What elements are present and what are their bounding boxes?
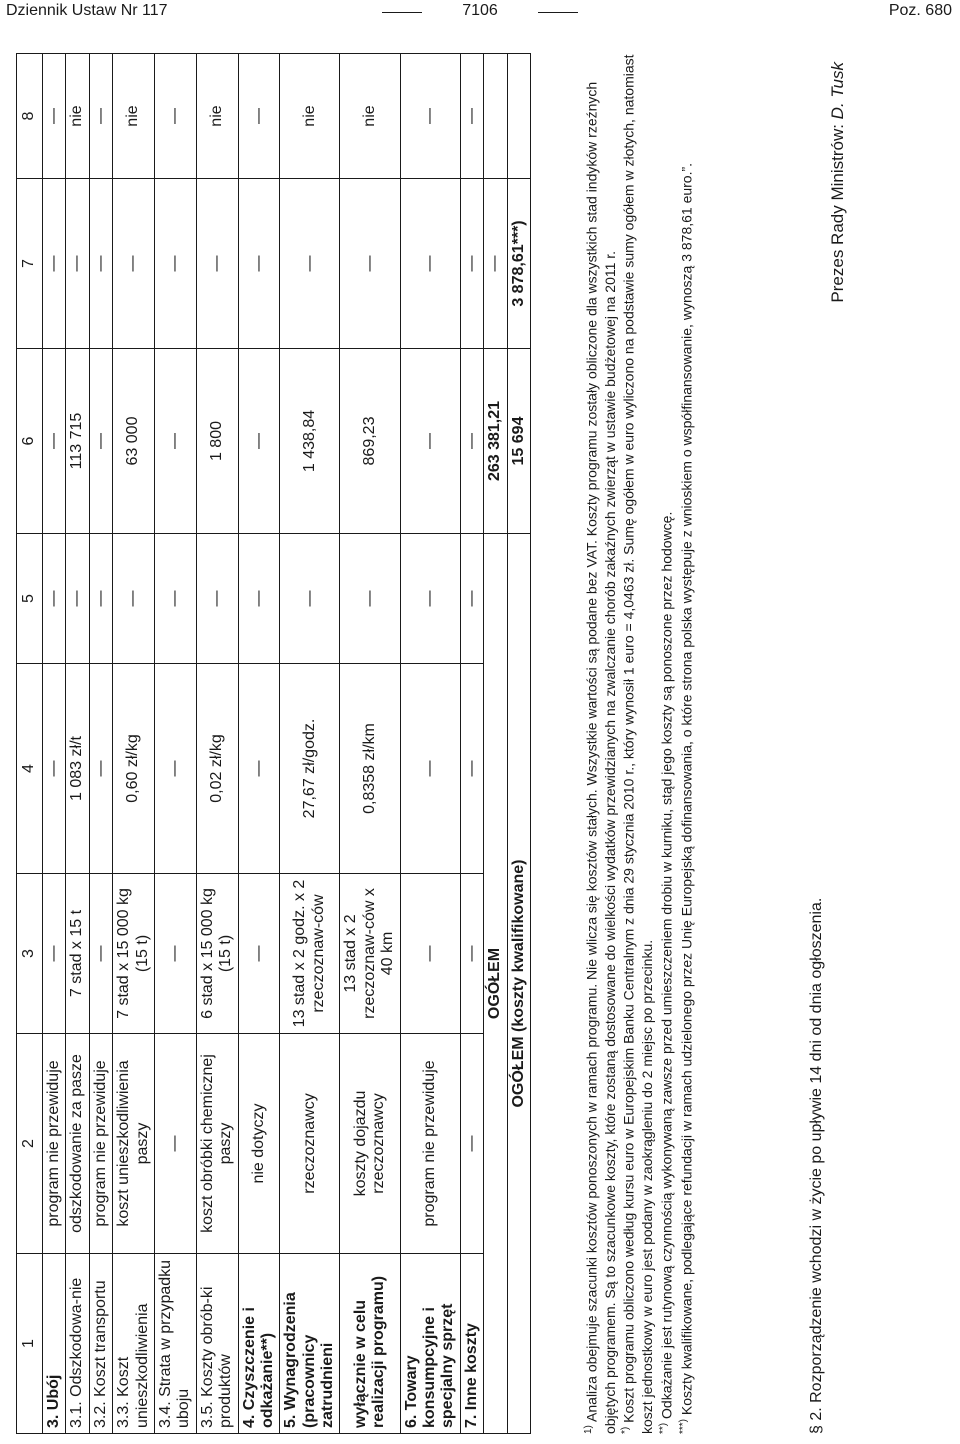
cell: — [154, 534, 196, 664]
cell: — [113, 179, 155, 349]
cell: 1 438,84 [280, 349, 340, 534]
cell: — [340, 534, 400, 664]
cell: — [89, 664, 112, 874]
cell: — [154, 54, 196, 179]
cell: — [460, 874, 483, 1034]
cell: 7 stad x 15 000 kg (15 t) [113, 874, 155, 1034]
cell: — [196, 534, 238, 664]
cell: 3. Ubój [43, 1254, 66, 1434]
table-row [43, 54, 66, 1434]
total-value-eur: — [484, 179, 507, 349]
page-number: 7106 [430, 2, 530, 20]
cell: — [43, 874, 66, 1034]
cell: — [89, 874, 112, 1034]
cell: — [460, 1034, 483, 1254]
cell: — [89, 349, 112, 534]
cell: nie [113, 54, 155, 179]
total-qualified-label: OGÓŁEM (koszty kwalifikowane) [507, 534, 530, 1434]
cell: program nie przewiduje [400, 1034, 460, 1254]
cell: 63 000 [113, 349, 155, 534]
col-number: 4 [17, 664, 43, 874]
cell: nie [280, 54, 340, 179]
cell: 1 083 zł/t [66, 664, 89, 874]
table-row [196, 54, 238, 1434]
cell: nie [66, 54, 89, 179]
cell [484, 54, 507, 179]
footnote-3: **) Odkażanie jest rutynową czynnością wykonywaną zawsze przed umieszczeniem drobiu w kurniku, stąd jego koszty są ponoszone przez hodowcę. [657, 511, 675, 1434]
footnotes [583, 54, 697, 1434]
cell: — [154, 874, 196, 1034]
cell: 13 stad x 2 rzeczoznaw-ców x 40 km [340, 874, 400, 1034]
footnote-4: ***) Koszty kwalifikowane, podlegające refundacji w ramach udzielonego przez Unię Europejską dofinansowania, o które strona polska występuje z wnioskiem o współfinansowanie, wynoszą 3 878,61 euro.”. [677, 162, 695, 1434]
table-row [89, 54, 112, 1434]
cost-table [16, 53, 531, 1434]
table-row [154, 54, 196, 1434]
cell: — [89, 54, 112, 179]
cell: — [238, 664, 280, 874]
cell: nie [196, 54, 238, 179]
table-row [460, 54, 483, 1434]
cell: — [400, 664, 460, 874]
rotated-content [0, 40, 960, 1444]
cell: 6 stad x 15 000 kg (15 t) [196, 874, 238, 1034]
total-value: 263 381,21 [484, 349, 507, 534]
cell: — [400, 874, 460, 1034]
cell: — [43, 349, 66, 534]
table-row [66, 54, 89, 1434]
cell: 1 800 [196, 349, 238, 534]
total-qualified-row [507, 54, 530, 1434]
col-number: 6 [17, 349, 43, 534]
cell: — [89, 179, 112, 349]
total-qualified-value-eur: 3 878,61***) [507, 179, 530, 349]
journal-title: Dziennik Ustaw Nr 117 [6, 2, 168, 19]
cell: — [460, 534, 483, 664]
cell: — [66, 179, 89, 349]
col-number: 3 [17, 874, 43, 1034]
cell: — [238, 349, 280, 534]
paragraph-2: § 2. Rozporządzenie wchodzi w życie po upływie 14 dni od dnia ogłoszenia. [808, 897, 825, 1434]
cell: — [400, 534, 460, 664]
column-number-row [17, 54, 43, 1434]
cell: 7 stad x 15 t [66, 874, 89, 1034]
cell: — [43, 664, 66, 874]
col-number: 8 [17, 54, 43, 179]
cell: program nie przewiduje [43, 1034, 66, 1254]
col-number: 5 [17, 534, 43, 664]
cell: koszt obróbki chemicznej paszy [196, 1034, 238, 1254]
col-number: 7 [17, 179, 43, 349]
table-row [280, 54, 340, 1434]
cell: — [154, 179, 196, 349]
running-header [0, 0, 960, 24]
table-row [238, 54, 280, 1434]
cell: koszty dojazdu rzeczoznawcy [340, 1034, 400, 1254]
cell: 3.1. Odszkodowa-nie [66, 1254, 89, 1434]
cell: — [400, 179, 460, 349]
footnote-1: $^{1)}$ Analiza obejmuje szacunki kosztów ponoszonych w ramach programu. Nie wlicza się kosztów stałych. Wszystkie wartości są podane bez VAT. Koszty programu zostały obliczone dla wszystkich stad indyków rzeźnych objętych programem. Są to szacunkowe koszty, które zostaną dostosowane do wielkości wydatków przewidzianych na zwalczanie chorób zakaźnych zwierząt w ustawie budżetowej na 2011 r. [583, 81, 618, 1434]
cell: 3.2. Koszt transportu [89, 1254, 112, 1434]
cell: — [238, 874, 280, 1034]
cell: 3.4. Strata w przypadku uboju [154, 1254, 196, 1434]
cell: — [66, 534, 89, 664]
cell: rzeczoznawcy [280, 1034, 340, 1254]
cell: 0,02 zł/kg [196, 664, 238, 874]
cell: 27,67 zł/godz. [280, 664, 340, 874]
cell: — [238, 179, 280, 349]
cell: 0,60 zł/kg [113, 664, 155, 874]
position-number: Poz. 680 [888, 2, 952, 19]
footnote-2: *) Koszt programu obliczono według kursu euro w Europejskim Banku Centralnym z dnia 29 stycznia 2010 r., który wynosił 1 euro = 4,0463 zł. Sumę ogółem w euro wyliczono na podstawie sumy ogółem w złotych, natomiast koszt jednostkowy w euro jest podany w zaokrągleniu do 2 miejsc po przecinku. [620, 54, 656, 1434]
cell: — [280, 179, 340, 349]
cell: 3.3. Koszt unieszkodliwienia [113, 1254, 155, 1434]
cell: — [340, 179, 400, 349]
cell: — [238, 54, 280, 179]
cell: 3.5. Koszty obrób-ki produktów [196, 1254, 238, 1434]
cell: nie dotyczy [238, 1034, 280, 1254]
cell: — [400, 349, 460, 534]
cell: program nie przewiduje [89, 1034, 112, 1254]
cell: 6. Towary konsumpcyjne i specjalny sprzęt [400, 1254, 460, 1434]
cell: — [196, 179, 238, 349]
table-row [400, 54, 460, 1434]
cell: nie [340, 54, 400, 179]
cell: 113 715 [66, 349, 89, 534]
cell: — [460, 664, 483, 874]
total-row [484, 54, 507, 1434]
cell [507, 54, 530, 179]
cell: — [154, 349, 196, 534]
cell: — [154, 1034, 196, 1254]
cell: — [460, 179, 483, 349]
cell: — [43, 534, 66, 664]
signature-name: D. Tusk [828, 62, 847, 120]
cell: — [43, 179, 66, 349]
total-qualified-value: 15 694 [507, 349, 530, 534]
cell: — [154, 664, 196, 874]
cell: — [460, 349, 483, 534]
cell: — [460, 54, 483, 179]
cell: 7. Inne koszty [460, 1254, 483, 1434]
cell: 13 stad x 2 godz. x 2 rzeczoznaw-ców [280, 874, 340, 1034]
cell: odszkodowanie za pasze [66, 1034, 89, 1254]
col-number: 1 [17, 1254, 43, 1434]
cell: koszt unieszkodliwienia paszy [113, 1034, 155, 1254]
cell: — [238, 534, 280, 664]
cell: — [113, 534, 155, 664]
cell: 869,23 [340, 349, 400, 534]
cell: 0,8358 zł/km [340, 664, 400, 874]
cell: — [43, 54, 66, 179]
cell: — [400, 54, 460, 179]
signature: Prezes Rady Ministrów: D. Tusk [828, 62, 847, 303]
col-number: 2 [17, 1034, 43, 1254]
cell: — [89, 534, 112, 664]
cell: wyłącznie w celu realizacji programu) [340, 1254, 400, 1434]
cell: 4. Czyszczenie i odkażanie**) [238, 1254, 280, 1434]
cell: — [280, 534, 340, 664]
total-label: OGÓŁEM [484, 534, 507, 1434]
table-row [113, 54, 155, 1434]
cell: 5. Wynagrodzenia (pracownicy zatrudnieni [280, 1254, 340, 1434]
table-row [340, 54, 400, 1434]
